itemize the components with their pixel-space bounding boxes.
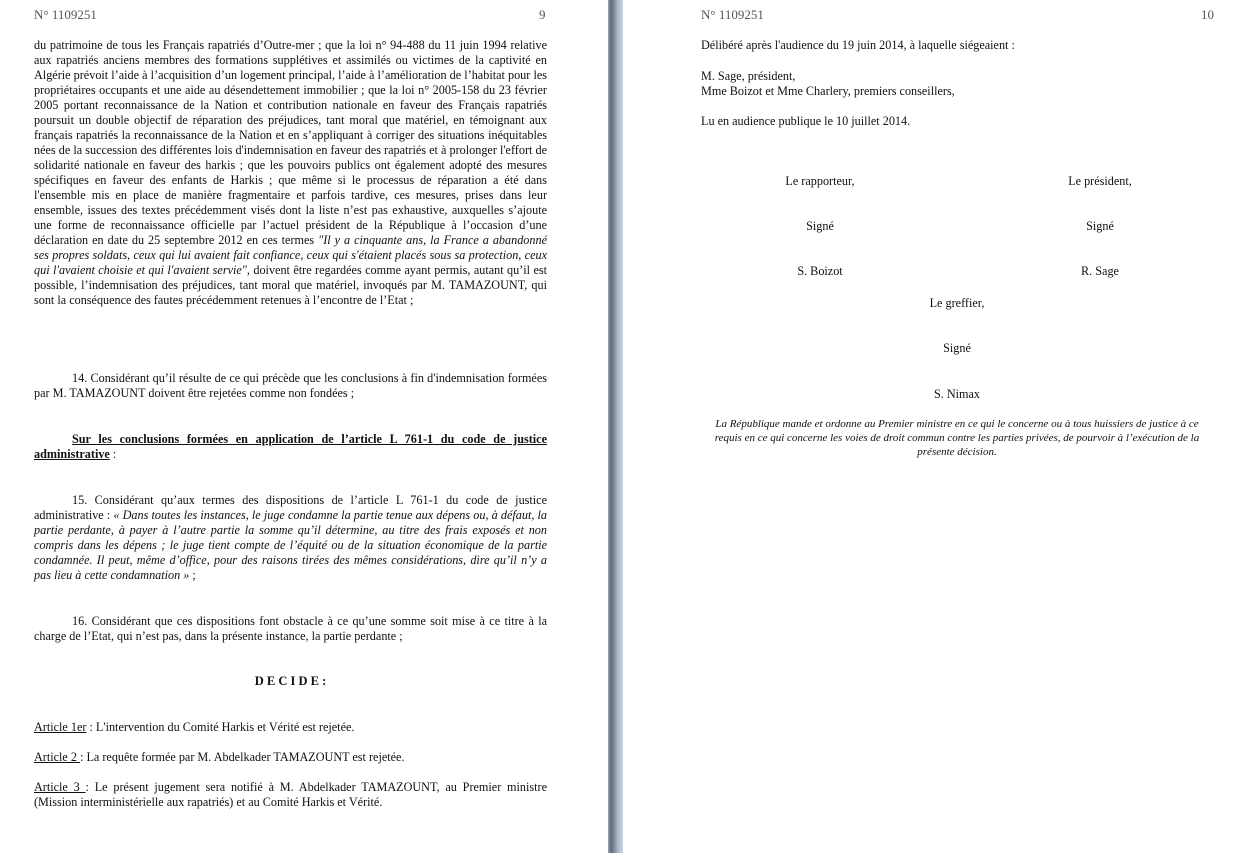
executory-formula: La République mande et ordonne au Premier ministre en ce qui le concerne ou à tous huissiers de justice à ce requis en ce qui concerne les voies de droit commun contre les parties privées, de pourvoir à l’exécution de la présente décision. <box>714 418 1200 458</box>
public-reading-line: Lu en audience publique le 10 juillet 2014. <box>701 114 911 128</box>
paragraph-text-end: , doivent être regardées comme ayant permis, autant qu’il est possible, l’indemnisation des préjudices, tant moral que matériel, invoqués par M. TAMAZOUNT, qui sont la conséquence des fautes précédemment retenues à l’encontre de l’Etat ; <box>34 263 547 307</box>
greffier-title: Le greffier, <box>929 296 985 310</box>
article-1-text: : L'intervention du Comité Harkis et Vérité est rejetée. <box>86 720 355 734</box>
paragraph-16: 16. Considérant que ces dispositions font obstacle à ce qu’une somme soit mise à ce titre à la charge de l’Etat, qui n’est pas, dans la présente instance, la partie perdante ; <box>34 614 547 643</box>
article-3-label: Article 3 <box>34 780 86 794</box>
article-2-text: : La requête formée par M. Abdelkader TAMAZOUNT est rejetée. <box>80 750 405 764</box>
case-number-header: N° 1109251 <box>701 7 764 22</box>
president-title: Le président, <box>1068 174 1132 188</box>
paragraph-continuation <box>34 38 547 308</box>
section-heading-761 <box>34 432 547 462</box>
rapporteur-signed: Signé <box>806 219 834 233</box>
president-signed: Signé <box>1086 219 1114 233</box>
decide-heading: D E C I D E : <box>254 674 327 688</box>
greffier-signed: Signé <box>943 341 971 355</box>
paragraph-15 <box>34 493 547 583</box>
rapporteur-name: S. Boizot <box>797 264 843 278</box>
paragraph-15-intro: 15. Considérant qu’aux termes des dispositions de l’article L 761-1 du code de justice administrative : <box>34 493 547 522</box>
article-1 <box>34 720 547 735</box>
section-heading-suffix: : <box>109 447 117 461</box>
article-2 <box>34 750 547 765</box>
article-1-label: Article 1er <box>34 720 87 734</box>
president-name: R. Sage <box>1081 264 1119 278</box>
paragraph-15-end: ; <box>189 568 196 582</box>
document-page-10 <box>623 0 1249 853</box>
case-number-header: N° 1109251 <box>34 7 97 22</box>
article-2-label: Article 2 <box>34 750 81 764</box>
members-line-1: M. Sage, président, <box>701 69 796 83</box>
page-number: 10 <box>1201 7 1214 22</box>
page-number: 9 <box>539 7 546 22</box>
presidential-quote: "Il y a cinquante ans, la France a abandonné ses propres soldats, ceux qui lui avaient fait confiance, ceux qui s'étaient placés sous sa protection, ceux qui l'avaient choisie et qui l'avaient servie" <box>34 233 547 277</box>
section-heading-text: Sur les conclusions formées en application de l’article L 761-1 du code de justice administrative <box>34 432 547 461</box>
greffier-name: S. Nimax <box>933 387 981 401</box>
members-line-2: Mme Boizot et Mme Charlery, premiers conseillers, <box>701 84 955 98</box>
rapporteur-title: Le rapporteur, <box>785 174 855 188</box>
article-3 <box>34 780 547 810</box>
paragraph-14: 14. Considérant qu’il résulte de ce qui précède que les conclusions à fin d'indemnisation formées par M. TAMAZOUNT doivent être rejetées comme non fondées ; <box>34 371 547 400</box>
article-761-quote: « Dans toutes les instances, le juge condamne la partie tenue aux dépens ou, à défaut, la partie perdante, à payer à l’autre partie la somme qu’il détermine, au titre des frais exposés et non compris dans les dépens ; le juge tient compte de l’équité ou de la situation économique de la partie condamnée. Il peut, même d’office, pour des raisons tirées des mêmes considérations, dire qu’il n’y a pas lieu à cette condamnation » <box>34 508 547 582</box>
deliberation-line: Délibéré après l'audience du 19 juin 2014, à laquelle siégeaient : <box>701 38 1015 52</box>
paragraph-text: du patrimoine de tous les Français rapatriés d’Outre-mer ; que la loi n° 94-488 du 11 juin 1994 relative aux rapatriés anciens membres des formations supplétives et assimilés ou victimes de la captivité en Algérie prévoit l’aide à l’acquisition d’un logement principal, l’aide à l’amélioration de l’habitat pour les propriétaires occupants et une aide au désendettement immobilier ; que la loi n° 2005-158 du 23 février 2005 portant reconnaissance de la Nation et contribution nationale en faveur des Français rapatriés poursuit un double objectif de réparation des préjudices, tant moral que matériel, en témoignant aux français rapatriés la reconnaissance de la Nation et en s’appliquant à corriger des situations inéquitables nées de la succession des différentes lois d'indemnisation en faveur des rapatriés et à prolonger l'effort de solidarité nationale en faveur des harkis ; que les pouvoirs publics ont également adopté des mesures spécifiques en faveur des enfants de Harkis ; que même si le processus de réparation a été dans l'ensemble mis en place de manière fragmentaire et parfois tardive, ces mesures, prises dans leur ensemble, issues des textes précédemment visés dont la liste n’est pas exhaustive, auxquelles s’ajoute une forme de reconnaissance officielle par l’actuel président de la République à l’occasion d’une déclaration en date du 25 septembre 2012 en ces termes <box>34 38 547 247</box>
article-3-text: : Le présent jugement sera notifié à M. Abdelkader TAMAZOUNT, au Premier ministre (Mission interministérielle aux rapatriés) et au Comité Harkis et Vérité. <box>34 780 547 809</box>
page-gutter <box>608 0 623 853</box>
document-page-9 <box>0 0 608 853</box>
